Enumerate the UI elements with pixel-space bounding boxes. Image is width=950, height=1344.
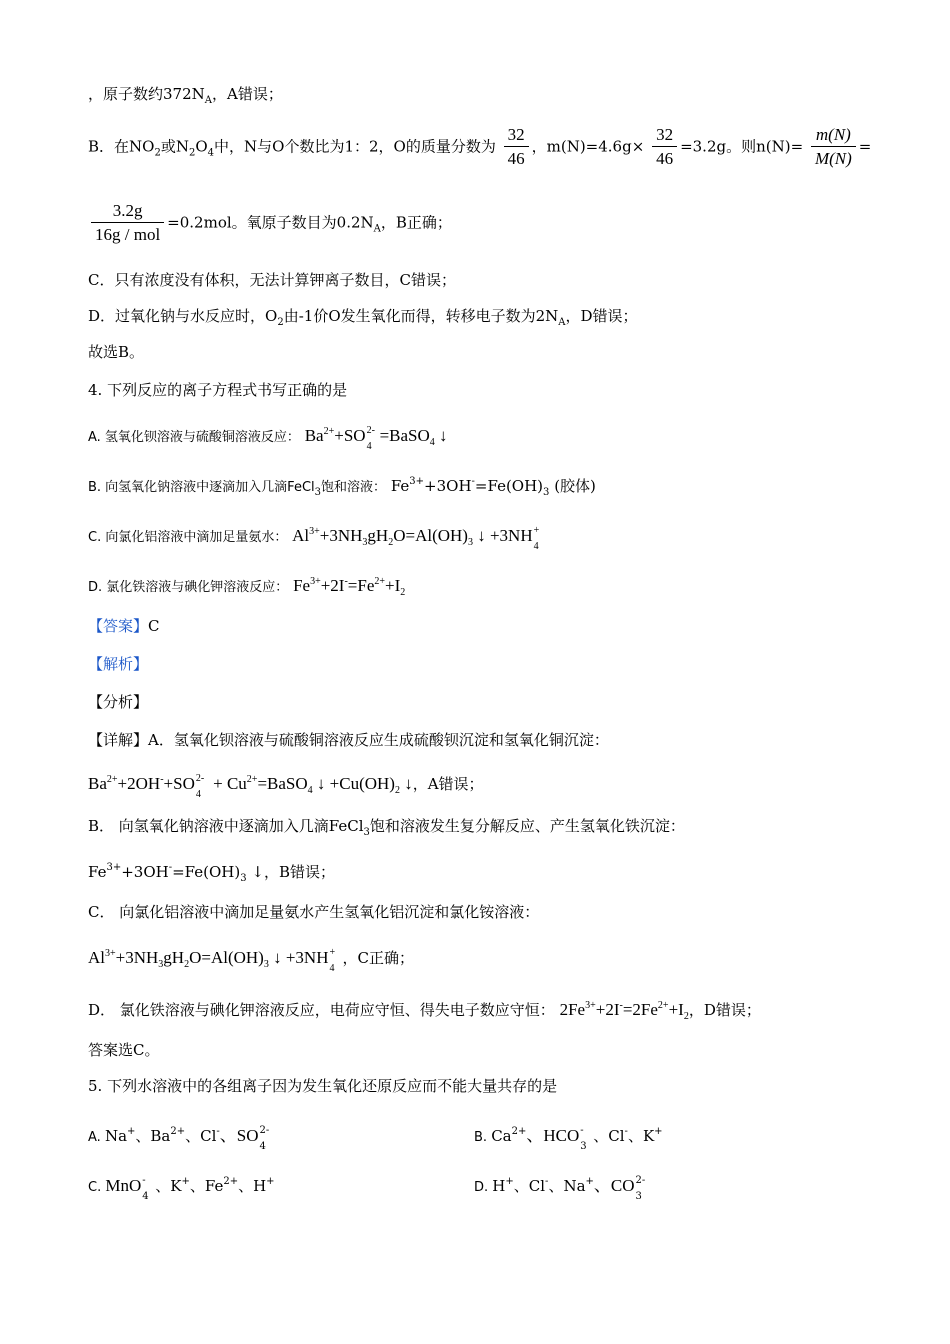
question-4-option-c: C. 向氯化铝溶液中滴加足量氨水： $Al^{3+}+3NH_3gH_2O=Al(OH)_3$ ↓ +3NH + 4 [88,525,540,552]
fenxi-label: 【分析】 [88,693,149,711]
question-5-option-c: C. MnO - 4 、K+、$Fe^{2+}$、H+ [88,1175,275,1202]
question-4-stem: 4. 下列反应的离子方程式书写正确的是 [88,381,348,399]
detail-b-equation: $Fe^{3+}+3OH^-=Fe(OH)_3$ ↓，B错误； [88,862,335,884]
fraction-32g-16gmol: $\frac{3.2g}{\text{16g / mol}}$ [91,200,164,247]
detail-a-text: 【详解】A．氢氧化钡溶液与硫酸铜溶液反应生成硫酸钡沉淀和氢氧化铜沉淀： [88,731,609,749]
question-4-option-b: B. 向氢氧化钠溶液中逐滴加入几滴FeCl$_3$饱和溶液： $Fe^{3+}+3OH^-=Fe(OH)_3$ (胶体) [88,476,596,498]
text-line-option-b: B．在$NO_2$或$N_2O_4$中，N与O个数比为1：2，O的质量分数为 $\frac{32}{46}$ ，m(N)=4.6g× $\frac{32}{46}$ =3.2g。则n(N)= $\frac{m(N)}{M(N)}$ = [88,124,871,171]
question-5-option-a: A. Na+、$Ba^{2+}$、Cl-、SO 2- 4 [88,1125,270,1152]
question-4-option-a: A. 氢氧化钡溶液与硫酸铜溶液反应： $Ba^{2+}+SO$ 2- 4 =BaSO$_4$ ↓ [88,425,448,452]
question-5-option-d: D. H+、Cl-、Na+、CO 2- 3 [474,1175,646,1202]
fraction-mn-over-mn: $\frac{m(N)}{M(N)}$ [811,124,856,171]
text-line-option-d: D．过氧化钠与水反应时，$O_2$由-1价O发生氧化而得，转移电子数为$2N_A$，D错误； [88,307,638,328]
detail-a-equation: $Ba^{2+}+2OH^-+SO$ 2- 4 + $Cu^{2+}=BaSO_4$ ↓ $+Cu(OH)_2$ ↓，A错误； [88,773,484,800]
analysis-label: 【解析】 [88,655,149,673]
question-5-option-b: B. $Ca^{2+}$、HCO - 3 、Cl-、K+ [474,1125,663,1152]
detail-c-equation: $Al^{3+}+3NH_3gH_2O=Al(OH)_3$ ↓ +3NH + 4 ，C正确； [88,947,414,974]
answer-line [88,616,160,636]
question-5-stem: 5. 下列水溶液中的各组离子因为发生氧化还原反应而不能大量共存的是 [88,1077,558,1095]
fraction-32-46-a: $\frac{32}{46}$ [504,124,529,171]
final-answer: 答案选C。 [88,1041,160,1059]
answer-value: C [148,617,160,635]
fraction-32-46-b: $\frac{32}{46}$ [652,124,677,171]
text-line-option-c: C．只有浓度没有体积，无法计算钾离子数目，C错误； [88,271,456,289]
detail-b-text: B． 向氢氧化钠溶液中逐滴加入几滴FeCl$_3$饱和溶液发生复分解反应、产生氢氧化铁沉淀： [88,817,685,838]
answer-label: 【答案】 [88,617,149,635]
text-line-mol-result: $\frac{3.2g}{\text{16g / mol}}$ =0.2mol。氧原子数目为$0.2N_A$，B正确； [88,200,452,247]
text-line-choose-b: 故选B。 [88,343,145,361]
text-line-atoms: ，原子数约$372N_A$，A错误； [88,85,283,106]
detail-c-text: C． 向氯化铝溶液中滴加足量氨水产生氢氧化铝沉淀和氯化铵溶液： [88,903,540,921]
detail-d-line: D． 氯化铁溶液与碘化钾溶液反应，电荷应守恒、得失电子数应守恒： $2Fe^{3+}+2I^-=2Fe^{2+}+I_2$，D错误； [88,1000,761,1022]
question-4-option-d: D. 氯化铁溶液与碘化钾溶液反应： $Fe^{3+}+2I^-=Fe^{2+}+I_2$ [88,576,406,598]
